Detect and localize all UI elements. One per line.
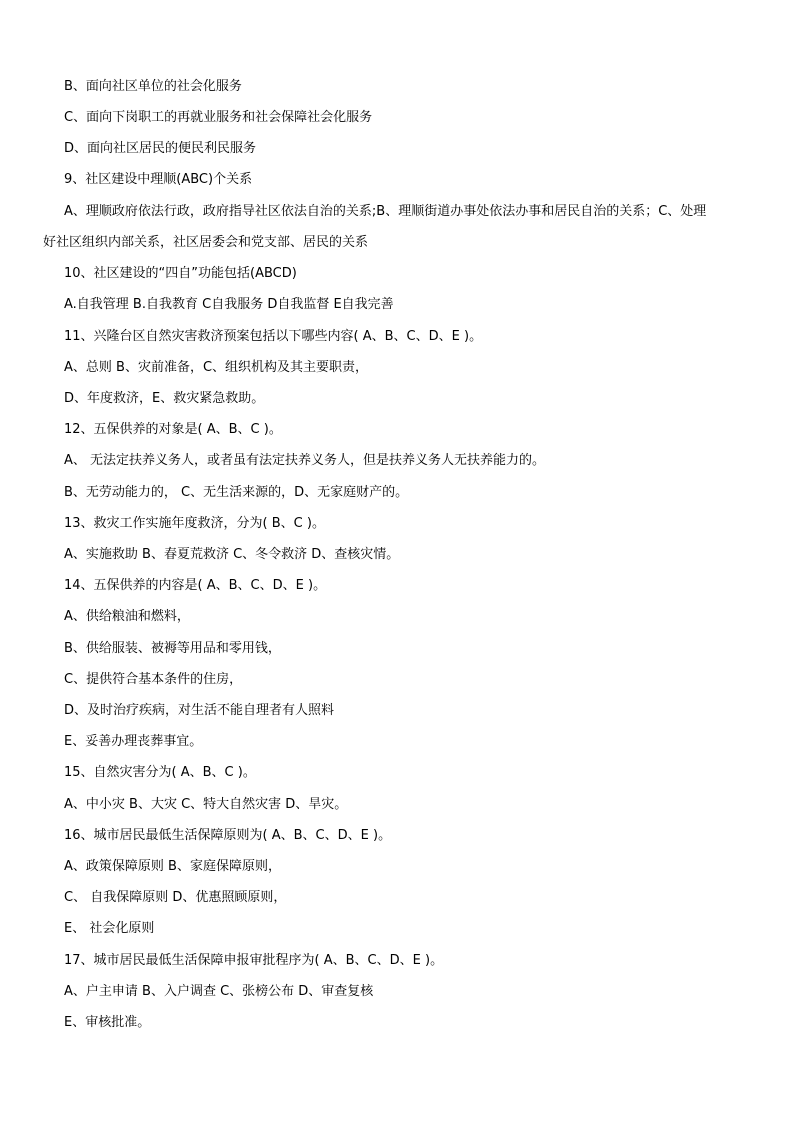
text-line: C、面向下岗职工的再就业服务和社会保障社会化服务	[64, 110, 373, 125]
text-line: B、面向社区单位的社会化服务	[64, 79, 242, 94]
question-14: 14、五保供养的内容是( A、B、C、D、E )。	[64, 578, 327, 593]
text-line: D、及时治疗疾病，对生活不能自理者有人照料	[64, 703, 335, 718]
text-line: B、无劳动能力的， C、无生活来源的，D、无家庭财产的。	[64, 485, 409, 500]
question-9: 9、社区建设中理顺(ABC)个关系	[64, 172, 253, 187]
text-line: A、政策保障原则 B、家庭保障原则，	[64, 859, 281, 874]
question-17: 17、城市居民最低生活保障申报审批程序为( A、B、C、D、E )。	[64, 953, 444, 968]
text-line: D、面向社区居民的便民利民服务	[64, 141, 257, 156]
text-line: A、总则 B、灾前准备，C、组织机构及其主要职责，	[64, 360, 369, 375]
text-line: E、妥善办理丧葬事宜。	[64, 734, 203, 749]
text-line: D、年度救济，E、救灾紧急救助。	[64, 391, 265, 406]
question-13: 13、救灾工作实施年度救济，分为( B、C )。	[64, 516, 325, 531]
text-line: A、户主申请 B、入户调查 C、张榜公布 D、审查复核	[64, 984, 374, 999]
text-line: A、供给粮油和燃料，	[64, 609, 190, 624]
text-line: A、 无法定扶养义务人，或者虽有法定扶养义务人，但是扶养义务人无扶养能力的。	[64, 453, 546, 468]
text-line: C、 自我保障原则 D、优惠照顾原则，	[64, 890, 287, 905]
text-line: B、供给服装、被褥等用品和零用钱，	[64, 641, 281, 656]
question-15: 15、自然灾害分为( A、B、C )。	[64, 765, 256, 780]
text-line: 好社区组织内部关系，社区居委会和党支部、居民的关系	[43, 235, 369, 250]
question-11: 11、兴隆台区自然灾害救济预案包括以下哪些内容( A、B、C、D、E )。	[64, 329, 483, 344]
text-line: A、中小灾 B、大灾 C、特大自然灾害 D、旱灾。	[64, 797, 348, 812]
text-line: A.自我管理 B.自我教育 C自我服务 D自我监督 E自我完善	[64, 297, 394, 312]
text-line: A、实施救助 B、春夏荒救济 C、冬令救济 D、查核灾情。	[64, 547, 400, 562]
question-12: 12、五保供养的对象是( A、B、C )。	[64, 422, 282, 437]
question-16: 16、城市居民最低生活保障原则为( A、B、C、D、E )。	[64, 828, 392, 843]
text-line: E、审核批准。	[64, 1015, 151, 1030]
text-line: E、 社会化原则	[64, 921, 155, 936]
text-line: A、理顺政府依法行政，政府指导社区依法自治的关系;B、理顺街道办事处依法办事和居民自治的关系；C、处理	[64, 204, 707, 219]
question-10: 10、社区建设的“四自”功能包括(ABCD)	[64, 266, 297, 281]
text-line: C、提供符合基本条件的住房，	[64, 672, 243, 687]
